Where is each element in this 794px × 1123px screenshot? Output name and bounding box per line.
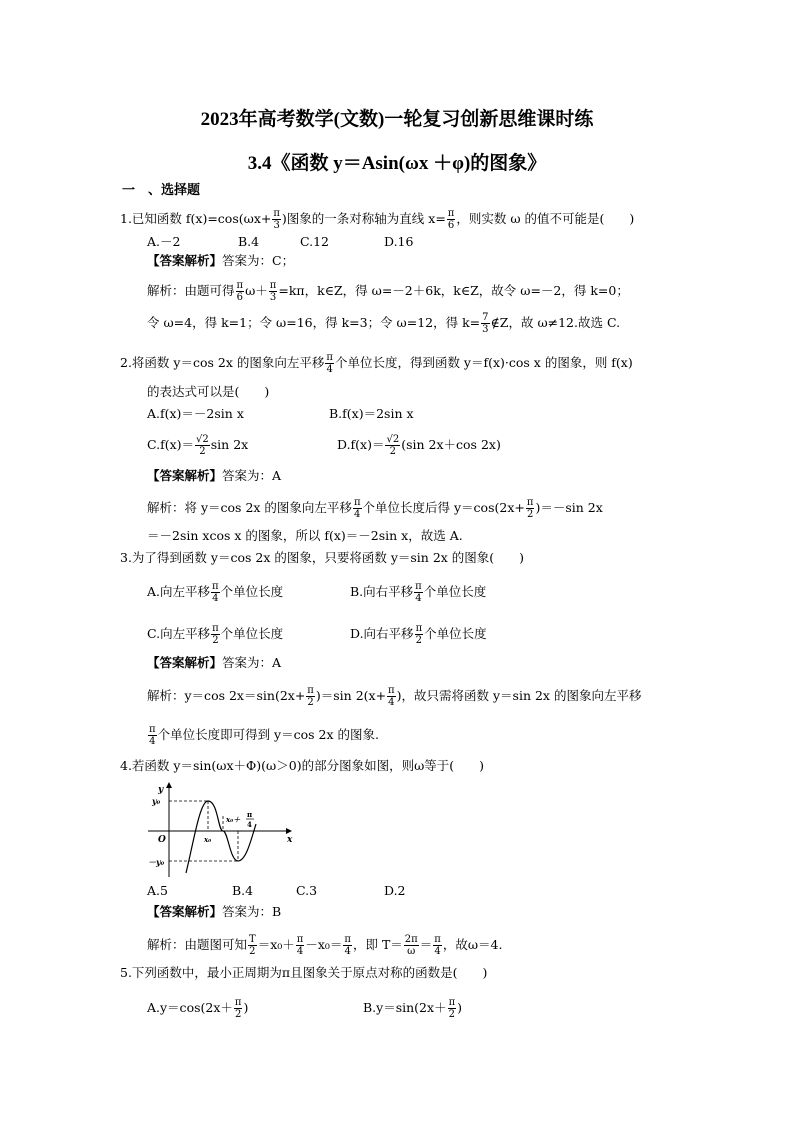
q2-option-a: A.f(x)＝－2sin x bbox=[147, 406, 244, 421]
q4-answer: 【答案解析】答案为：B bbox=[147, 904, 282, 919]
fraction: $\frac{\pi}{6}$ bbox=[447, 208, 455, 231]
q1-answer: 【答案解析】答案为：C； bbox=[147, 253, 295, 268]
y-axis-arrow bbox=[166, 782, 172, 788]
q3-explanation-2: $\frac{\pi}{4}$ 个单位长度即可得到 y＝cos 2x 的图象. bbox=[149, 724, 379, 747]
q3-option-a: A.向左平移 $\frac{\pi}{4}$ 个单位长度 bbox=[147, 581, 284, 604]
q1-explanation-1: 解析：由题可得 $\frac{\pi}{6}$ ω＋ $\frac{\pi}{3}$ =kπ，k∈Z，得 ω=－2＋6k，k∈Z，故令 ω=－2，得 k=0； bbox=[147, 280, 629, 303]
svg-text:x: x bbox=[287, 835, 293, 845]
q5-option-a: A.y＝cos(2x＋ $\frac{\pi}{2}$ ) bbox=[147, 997, 249, 1020]
q1-option-d: D.16 bbox=[384, 234, 414, 249]
question-3-stem: 3.为了得到函数 y＝cos 2x 的图象，只要将函数 y＝sin 2x 的图象( ) bbox=[120, 550, 525, 565]
q4-explanation: 解析：由题图可知 $\frac{T}{2}$ ＝x₀＋ $\frac{\pi}{4}$ －x₀＝ $\frac{\pi}{4}$ ，即 T＝ $\frac{2\pi}{\omega}$ ＝ $\frac{\pi}{4}$ ，故ω＝4. bbox=[147, 934, 503, 957]
document-subtitle: 3.4《函数 y＝Asin(ωx ＋φ)的图象》 bbox=[247, 153, 547, 174]
svg-text:x₀: x₀ bbox=[204, 835, 212, 844]
q1-explanation-2: 令 ω=4，得 k=1；令 ω=16，得 k=3；令 ω=12，得 k= $\frac{7}{3}$ ∉Z，故 ω≠12.故选 C. bbox=[147, 312, 621, 335]
q1-option-a: A.－2 bbox=[147, 234, 181, 249]
question-5-stem: 5.下列函数中，最小正周期为π且图象关于原点对称的函数是( ) bbox=[120, 965, 488, 980]
q1-option-c: C.12 bbox=[300, 234, 329, 249]
fraction: $\frac{\pi}{3}$ bbox=[273, 208, 280, 231]
svg-text:－y₀: －y₀ bbox=[148, 857, 165, 867]
document-title: 2023年高考数学(文数)一轮复习创新思维课时练 bbox=[200, 109, 594, 130]
x-axis-arrow bbox=[286, 828, 292, 834]
q2-explanation-1: 解析：将 y＝cos 2x 的图象向左平移 $\frac{\pi}{4}$ 个单位长度后得 y＝cos(2x+ $\frac{\pi}{2}$ )＝－sin 2x bbox=[147, 497, 603, 520]
q5-option-b: B.y＝sin(2x＋ $\frac{\pi}{2}$ ) bbox=[363, 997, 463, 1020]
section-heading: 一 、选择题 bbox=[122, 183, 201, 198]
q3-answer: 【答案解析】答案为：A bbox=[147, 655, 282, 670]
q1-option-b: B.4 bbox=[238, 234, 260, 249]
q2-option-c: C.f(x)＝ $\frac{√2}{2}$ sin 2x bbox=[147, 434, 249, 457]
q4-option-d: D.2 bbox=[384, 883, 406, 898]
svg-text:O: O bbox=[158, 835, 166, 845]
svg-text:y₀: y₀ bbox=[152, 796, 161, 806]
q2-option-b: B.f(x)＝2sin x bbox=[329, 406, 414, 421]
q3-option-d: D.向右平移 $\frac{\pi}{2}$ 个单位长度 bbox=[350, 623, 487, 646]
svg-text:x₀＋: x₀＋ bbox=[226, 815, 241, 824]
q2-option-d: D.f(x)＝ $\frac{√2}{2}$ (sin 2x＋cos 2x) bbox=[337, 434, 501, 457]
q2-explanation-2: ＝－2sin xcos x 的图象，所以 f(x)＝－2sin x，故选 A. bbox=[147, 528, 463, 543]
svg-text:4: 4 bbox=[247, 820, 252, 829]
question-1-stem: 1.已知函数 f(x)=cos(ωx+ $\frac{\pi}{3}$ )图象的一条对称轴为直线 x= $\frac{\pi}{6}$ ，则实数 ω 的值不可能是( ) bbox=[120, 208, 635, 231]
sine-curve bbox=[186, 801, 256, 873]
q4-option-c: C.3 bbox=[296, 883, 318, 898]
question-4-stem: 4.若函数 y＝sin(ωx＋Φ)(ω＞0)的部分图象如图，则ω等于( ) bbox=[120, 758, 485, 773]
question-2-stem-cont: 的表达式可以是( ) bbox=[147, 384, 270, 399]
svg-text:π: π bbox=[247, 810, 253, 819]
q2-answer: 【答案解析】答案为：A bbox=[147, 468, 282, 483]
q4-option-b: B.4 bbox=[232, 883, 254, 898]
q4-sine-graph bbox=[146, 780, 294, 880]
question-2-stem: 2.将函数 y＝cos 2x 的图象向左平移 $\frac{\pi}{4}$ 个单位长度，得到函数 y＝f(x)·cos x 的图象，则 f(x) bbox=[120, 352, 633, 375]
q3-option-b: B.向右平移 $\frac{\pi}{4}$ 个单位长度 bbox=[350, 581, 487, 604]
q3-option-c: C.向左平移 $\frac{\pi}{2}$ 个单位长度 bbox=[147, 623, 284, 646]
q4-option-a: A.5 bbox=[147, 883, 168, 898]
svg-text:y: y bbox=[158, 785, 164, 795]
q3-explanation-1: 解析：y＝cos 2x＝sin(2x+ $\frac{\pi}{2}$ )＝sin 2(x+ $\frac{\pi}{4}$ )，故只需将函数 y＝sin 2x 的图象向左平移 bbox=[147, 685, 642, 708]
